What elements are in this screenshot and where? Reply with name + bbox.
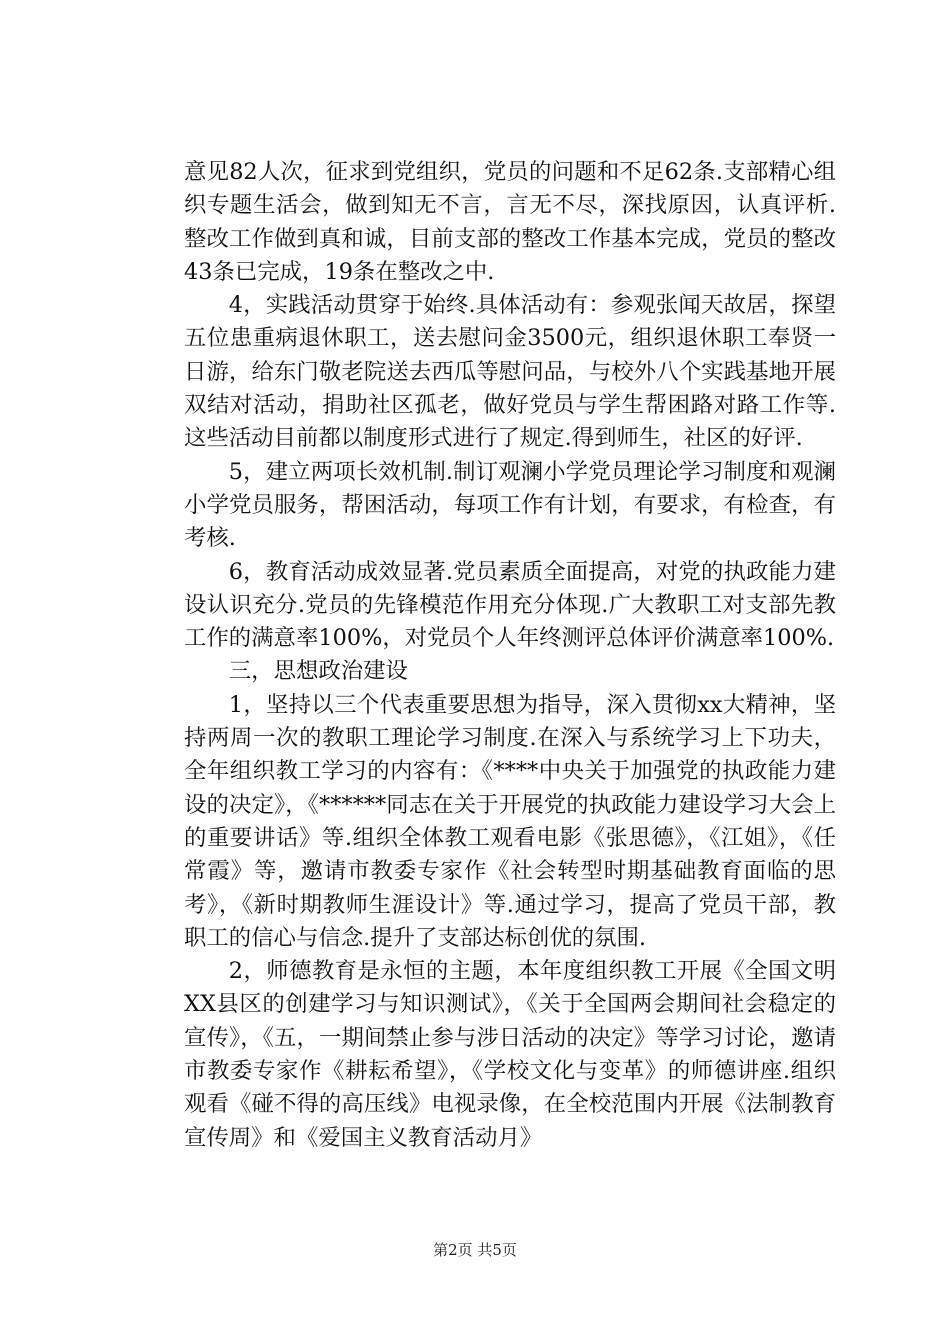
document-body: [184, 156, 836, 1155]
paragraph-long-term-mechanism: 5，建立两项长效机制.制订观澜小学党员理论学习制度和观澜小学党员服务，帮困活动，每项工作有计划，有要求，有检查，有考核.: [184, 458, 836, 552]
paragraph-practice-activities: 4，实践活动贯穿于始终.具体活动有：参观张闻天故居，探望五位患重病退休职工，送去慰问金3500元，组织退休职工奉贤一日游，给东门敬老院送去西瓜等慰问品，与校外八个实践基地开展双结对活动，捐助社区孤老，做好党员与学生帮困路对路工作等.这些活动目前都以制度形式进行了规定.得到师生，社区的好评.: [184, 292, 836, 452]
paragraph-theory-study: 1，坚持以三个代表重要思想为指导，深入贯彻xx大精神，坚持两周一次的教职工理论学习制度.在深入与系统学习上下功夫，全年组织教工学习的内容有：《****中央关于加强党的执政能力建设的决定》，《******同志在关于开展党的执政能力建设学习大会上的重要讲话》等.组织全体教工观看电影《张思德》，《江姐》，《任常霞》等，邀请市教委专家作《社会转型时期基础教育面临的思考》，《新时期教师生涯设计》等.通过学习，提高了党员干部，教职工的信心与信念.提升了支部达标创优的氛围.: [184, 691, 836, 951]
paragraph-education-results: 6，教育活动成效显著.党员素质全面提高，对党的执政能力建设认识充分.党员的先锋模范作用充分体现.广大教职工对支部先教工作的满意率100%，对党员个人年终测评总体评价满意率100%.: [184, 558, 836, 652]
paragraph-ethics-education: 2，师德教育是永恒的主题，本年度组织教工开展《全国文明XX县区的创建学习与知识测试》，《关于全国两会期间社会稳定的宣传》，《五，一期间禁止参与涉日活动的决定》等学习讨论，邀请市教委专家作《耕耘希望》，《学校文化与变革》的师德讲座.组织观看《碰不得的高压线》电视录像，在全校范围内开展《法制教育宣传周》和《爱国主义教育活动月》: [184, 958, 836, 1151]
page-number: 第2页 共5页: [433, 1241, 517, 1259]
paragraph-opinions: 意见82人次，征求到党组织，党员的问题和不足62条.支部精心组织专题生活会，做到知无不言，言无不尽，深找原因，认真评析.整改工作做到真和诚，目前支部的整改工作基本完成，党员的整改43条已完成，19条在整改之中.: [184, 159, 836, 285]
section-heading-ideology: 三，思想政治建设: [228, 658, 408, 685]
